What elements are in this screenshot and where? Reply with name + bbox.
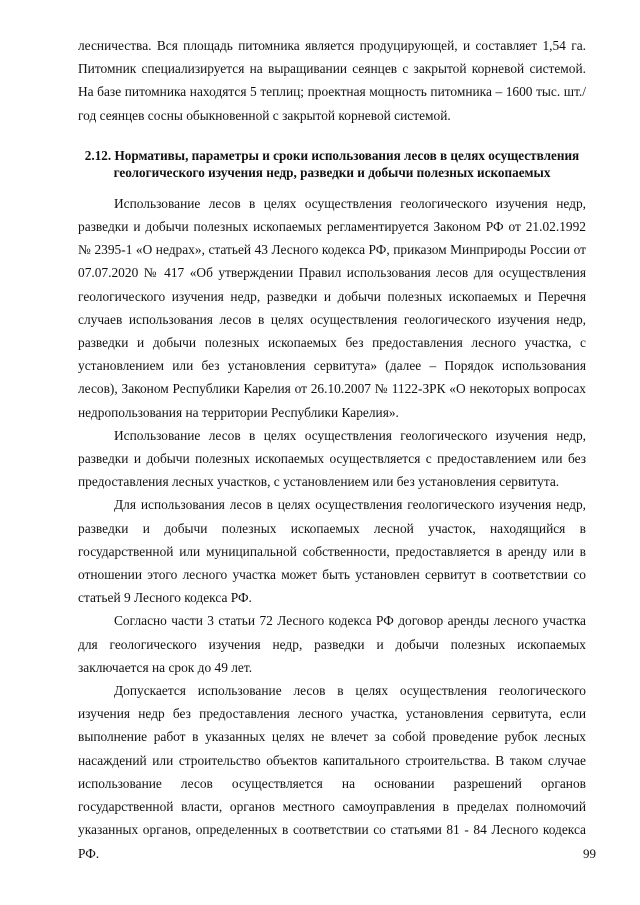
paragraph-4: Согласно части 3 статьи 72 Лесного кодекса РФ договор аренды лесного участка для геологического изучения недр, разведки и добычи полезных ископаемых заключается на срок до 49 лет.	[78, 613, 586, 675]
paragraph-continuation: лесничества. Вся площадь питомника является продуцирующей, и составляет 1,54 га. Питомник специализируется на выращивании сеянцев с закрытой корневой системой. На базе питомника находятся 5 теплиц; проектная мощность питомника – 1600 тыс. шт./год сеянцев сосны обыкновенной с закрытой корневой системой.	[78, 38, 586, 123]
page-number: 99	[583, 846, 596, 861]
paragraph-3: Для использования лесов в целях осуществления геологического изучения недр, разведки и добычи полезных ископаемых лесной участок, находящийся в государственной или муниципальной собственности, предоставляется в аренду или в отношении этого лесного участка может быть установлен сервитут в соответствии со статьей 9 Лесного кодекса РФ.	[78, 497, 586, 606]
section-heading	[78, 147, 586, 182]
paragraph-5: Допускается использование лесов в целях осуществления геологического изучения недр без предоставления лесного участка, установления сервитута, если выполнение работ в указанных целях не влечет за собой проведение рубок лесных насаждений или строительство объектов капитального строительства. В таком случае использование лесов осуществляется на основании разрешений органов государственной власти, органов местного самоуправления в пределах полномочий указанных органов, определенных в соответствии со статьями 81 - 84 Лесного кодекса РФ.	[78, 683, 586, 861]
section-heading-line-1: 2.12. Нормативы, параметры и сроки использования лесов в целях осуществления	[84, 147, 580, 163]
page-body	[78, 34, 586, 865]
section-heading-line-2: геологического изучения недр, разведки и добычи полезных ископаемых	[113, 165, 551, 181]
paragraph-2: Использование лесов в целях осуществления геологического изучения недр, разведки и добычи полезных ископаемых осуществляется с предоставлением или без предоставления лесных участков, с установлением или без установления сервитута.	[78, 427, 586, 490]
paragraph-1: Использование лесов в целях осуществления геологического изучения недр, разведки и добычи полезных ископаемых регламентируется Законом РФ от 21.02.1992 № 2395-1 «О недрах», статьей 43 Лесного кодекса РФ, приказом Минприроды России от 07.07.2020 № 417 «Об утверждении Правил использования лесов для осуществления геологического изучения недр, разведки и добычи полезных ископаемых и Перечня случаев использования лесов в целях осуществления геологического изучения недр, разведки и добычи полезных ископаемых без предоставления лесного участка, с установлением или без установления сервитута» (далее – Порядок использования лесов), Законом Республики Карелия от 26.10.2007 № 1122-ЗРК «О некоторых вопросах недропользования на территории Республики Карелия».	[78, 195, 586, 420]
